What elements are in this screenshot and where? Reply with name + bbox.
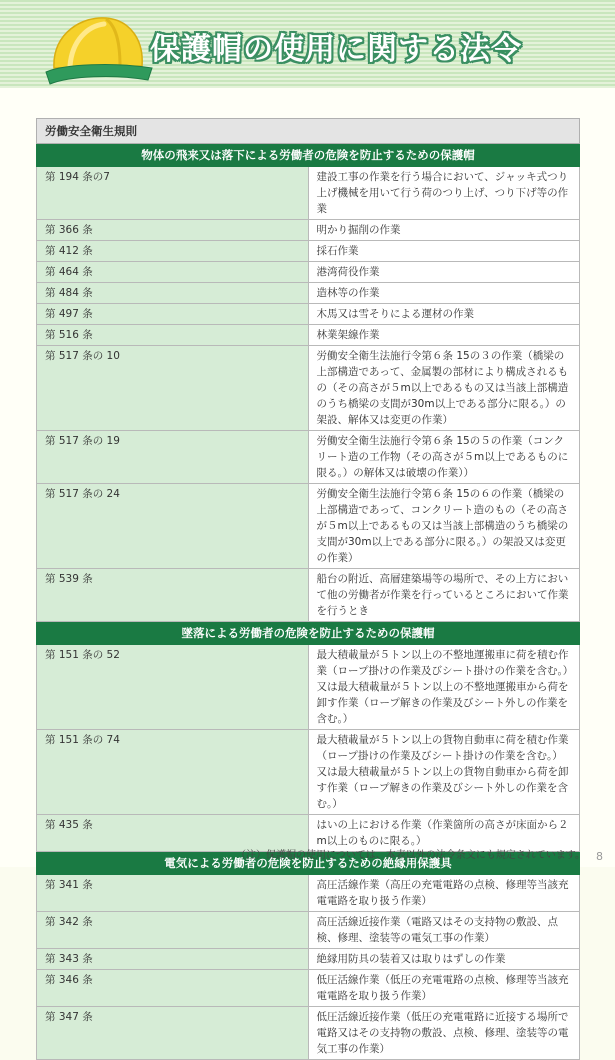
work-description: 労働安全衛生法施行令第６条 15の６の作業（橋梁の上部構造であって、コンクリート造のもの（その高さが５m以上であるもの又は当該上部構造のうち橋梁の支間が30m以上である部分に限る。）の架設又は変更の作業） (308, 484, 580, 569)
table-row (37, 569, 580, 622)
article-number: 第 151 条の 74 (37, 730, 309, 815)
regulation-name: 労働安全衛生規則 (37, 119, 580, 144)
table-row (37, 431, 580, 484)
article-number: 第 346 条 (37, 970, 309, 1007)
work-description: 木馬又は雪そりによる運材の作業 (308, 304, 580, 325)
page-title: 保護帽の使用に関する法令 (150, 32, 522, 67)
work-description: 明かり掘削の作業 (308, 220, 580, 241)
table-row (37, 912, 580, 949)
work-description: 低圧活線作業（低圧の充電電路の点検、修理等当該充電電路を取り扱う作業） (308, 970, 580, 1007)
table-row (37, 645, 580, 730)
article-number: 第 435 条 (37, 815, 309, 852)
work-description: 労働安全衛生法施行令第６条 15の３の作業（橋梁の上部構造であって、金属製の部材により構成されるもの（その高さが５m以上であるもの又は当該上部構造のうち橋梁の支間が30m以上である部分に限る。）の架設、解体又は変更の作業） (308, 346, 580, 431)
table-row (37, 241, 580, 262)
article-number: 第 497 条 (37, 304, 309, 325)
article-number: 第 516 条 (37, 325, 309, 346)
table-row (37, 484, 580, 569)
article-number: 第 464 条 (37, 262, 309, 283)
work-description: 林業架線作業 (308, 325, 580, 346)
article-number: 第 539 条 (37, 569, 309, 622)
work-description: 最大積載量が５トン以上の貨物自動車に荷を積む作業（ロープ掛けの作業及びシート掛けの作業を含む。）又は最大積載量が５トン以上の貨物自動車から荷を卸す作業（ロープ解きの作業及びシート外しの作業を含む。） (308, 730, 580, 815)
work-description: 高圧活線作業（高圧の充電電路の点検、修理等当該充電電路を取り扱う作業） (308, 875, 580, 912)
page-number: 8 (596, 850, 603, 863)
article-number: 第 341 条 (37, 875, 309, 912)
article-number: 第 342 条 (37, 912, 309, 949)
work-description: 労働安全衛生法施行令第６条 15の５の作業（コンクリート造の工作物（その高さが５m以上であるものに限る。）の解体又は破壊の作業）） (308, 431, 580, 484)
work-description: 港湾荷役作業 (308, 262, 580, 283)
work-description: 高圧活線近接作業（電路又はその支持物の敷設、点検、修理、塗装等の電気工事の作業） (308, 912, 580, 949)
article-number: 第 194 条の7 (37, 167, 309, 220)
table-row (37, 283, 580, 304)
footnote: （注）保護帽の使用については、本表以外の法令条文にも規定されています。 (236, 850, 585, 861)
header-band (0, 0, 615, 88)
hard-hat-icon (44, 10, 154, 90)
section-heading: 電気による労働者の危険を防止するための絶縁用保護具 (37, 852, 580, 875)
section-heading-row (37, 622, 580, 645)
work-description: 低圧活線近接作業（低圧の充電電路に近接する場所で電路又はその支持物の敷設、点検、修理、塗装等の電気工事の作業） (308, 1007, 580, 1060)
regulation-header-row (37, 119, 580, 144)
article-number: 第 517 条の 19 (37, 431, 309, 484)
article-number: 第 517 条の 10 (37, 346, 309, 431)
article-number: 第 347 条 (37, 1007, 309, 1060)
table-row (37, 167, 580, 220)
article-number: 第 343 条 (37, 949, 309, 970)
article-number: 第 517 条の 24 (37, 484, 309, 569)
work-description: 建設工事の作業を行う場合において、ジャッキ式つり上げ機械を用いて行う荷のつり上げ、つり下げ等の作業 (308, 167, 580, 220)
table-row (37, 325, 580, 346)
work-description: 造林等の作業 (308, 283, 580, 304)
work-description: はいの上における作業（作業箇所の高さが床面から２m以上のものに限る。） (308, 815, 580, 852)
article-number: 第 366 条 (37, 220, 309, 241)
section-heading: 墜落による労働者の危険を防止するための保護帽 (37, 622, 580, 645)
regulation-table-body (37, 119, 580, 1060)
table-row (37, 949, 580, 970)
article-number: 第 151 条の 52 (37, 645, 309, 730)
table-row (37, 304, 580, 325)
work-description: 採石作業 (308, 241, 580, 262)
table-row (37, 970, 580, 1007)
table-row (37, 1007, 580, 1060)
table-row (37, 220, 580, 241)
work-description: 最大積載量が５トン以上の不整地運搬車に荷を積む作業（ロープ掛けの作業及びシート掛けの作業を含む。）又は最大積載量が５トン以上の不整地運搬車から荷を卸す作業（ロープ解きの作業及びシート外しの作業を含む。） (308, 645, 580, 730)
work-description: 船台の附近、高層建築場等の場所で、その上方において他の労働者が作業を行っているところにおいて作業を行うとき (308, 569, 580, 622)
section-heading-row (37, 144, 580, 167)
regulation-table (36, 118, 580, 1060)
work-description: 絶縁用防具の装着又は取りはずしの作業 (308, 949, 580, 970)
section-heading: 物体の飛来又は落下による労働者の危険を防止するための保護帽 (37, 144, 580, 167)
table-row (37, 730, 580, 815)
article-number: 第 484 条 (37, 283, 309, 304)
table-row (37, 875, 580, 912)
table-row (37, 346, 580, 431)
table-row (37, 262, 580, 283)
article-number: 第 412 条 (37, 241, 309, 262)
